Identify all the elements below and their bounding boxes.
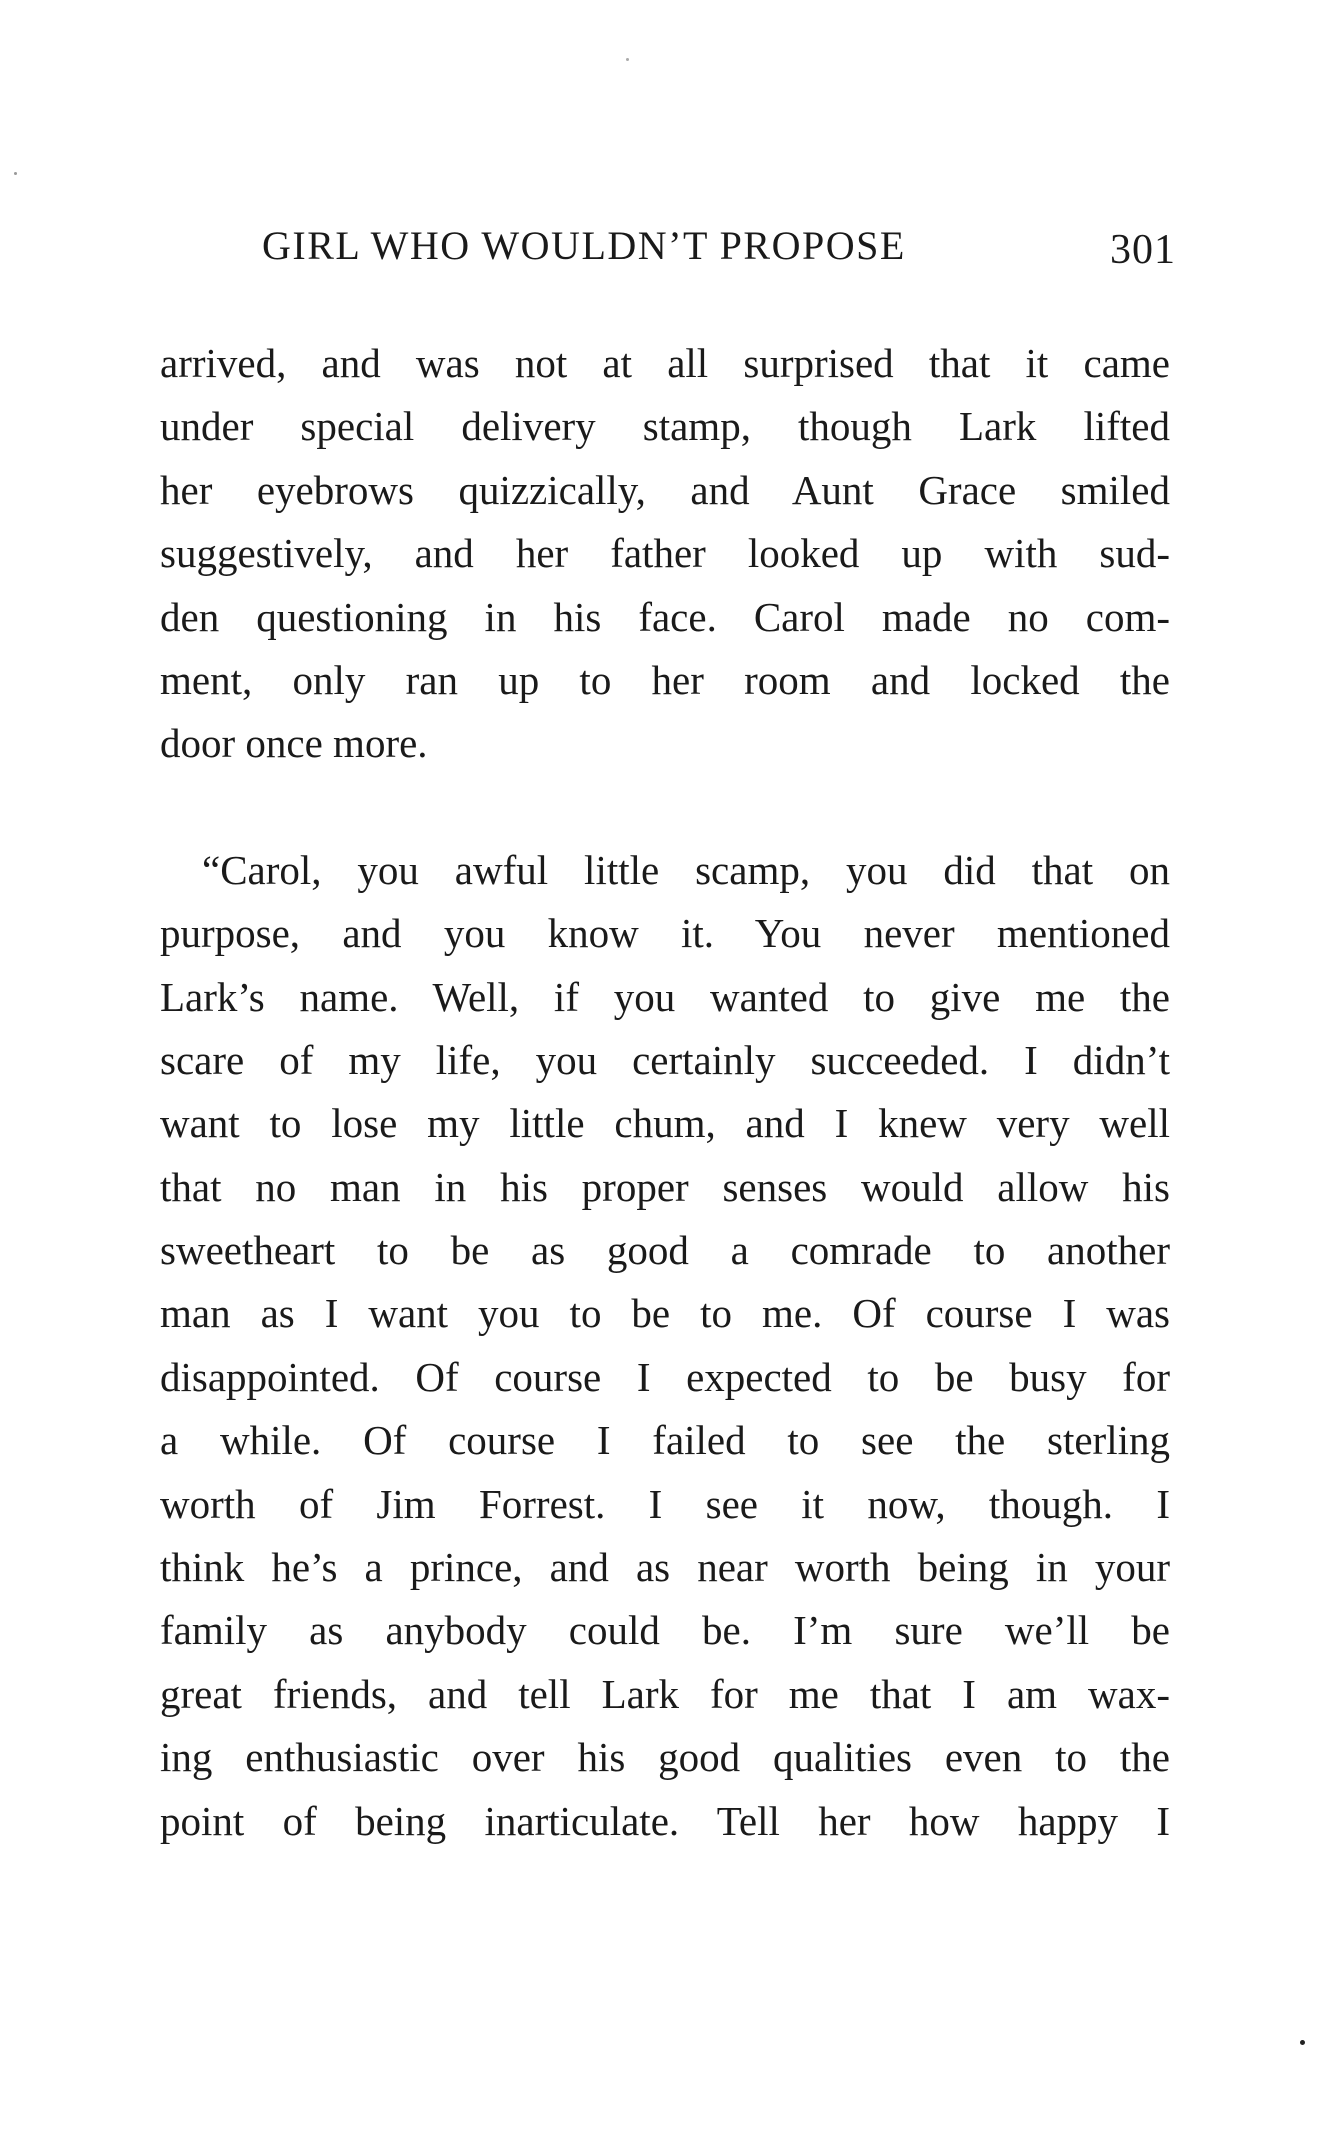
print-speck	[1300, 2040, 1305, 2045]
text-line: family as anybody could be. I’m sure we’ll be	[160, 1607, 1170, 1654]
text-line: point of being inarticulate. Tell her how happy I	[160, 1797, 1170, 1844]
page-number: 301	[1110, 227, 1176, 273]
running-head	[262, 222, 1176, 278]
text-line: ment, only ran up to her room and locked the	[160, 656, 1170, 703]
text-line: door once more.	[160, 720, 428, 767]
text-line: Lark’s name. Well, if you wanted to give me the	[160, 973, 1170, 1020]
text-line: that no man in his proper senses would allow his	[160, 1163, 1170, 1210]
text-line: scare of my life, you certainly succeeded. I didn’t	[160, 1036, 1170, 1083]
text-line: den questioning in his face. Carol made no com-	[160, 593, 1170, 640]
print-speck	[626, 58, 629, 61]
paragraph-gap	[160, 776, 1170, 839]
text-line: under special delivery stamp, though Lark lifted	[160, 403, 1170, 450]
text-line: her eyebrows quizzically, and Aunt Grace smiled	[160, 466, 1170, 513]
text-line: arrived, and was not at all surprised that it came	[160, 340, 1170, 386]
paragraph-2	[160, 839, 1170, 1853]
body-text	[160, 332, 1170, 1853]
text-line: man as I want you to be to me. Of course I was	[160, 1290, 1170, 1337]
text-line: disappointed. Of course I expected to be busy for	[160, 1353, 1170, 1400]
text-line: worth of Jim Forrest. I see it now, though. I	[160, 1480, 1170, 1527]
text-line: great friends, and tell Lark for me that I am wax-	[160, 1670, 1170, 1717]
text-line: ing enthusiastic over his good qualities even to the	[160, 1734, 1170, 1781]
running-title: GIRL WHO WOULDN’T PROPOSE	[262, 223, 906, 268]
text-line: purpose, and you know it. You never mentioned	[160, 910, 1170, 957]
print-speck	[14, 172, 17, 175]
paragraph-1	[160, 332, 1170, 776]
text-line: suggestively, and her father looked up with sud-	[160, 530, 1170, 577]
text-line: “Carol, you awful little scamp, you did that on	[202, 846, 1170, 893]
text-line: sweetheart to be as good a comrade to another	[160, 1227, 1170, 1274]
text-line: think he’s a prince, and as near worth being in your	[160, 1544, 1170, 1591]
text-line: want to lose my little chum, and I knew very well	[160, 1100, 1170, 1147]
text-line: a while. Of course I failed to see the sterling	[160, 1417, 1170, 1464]
